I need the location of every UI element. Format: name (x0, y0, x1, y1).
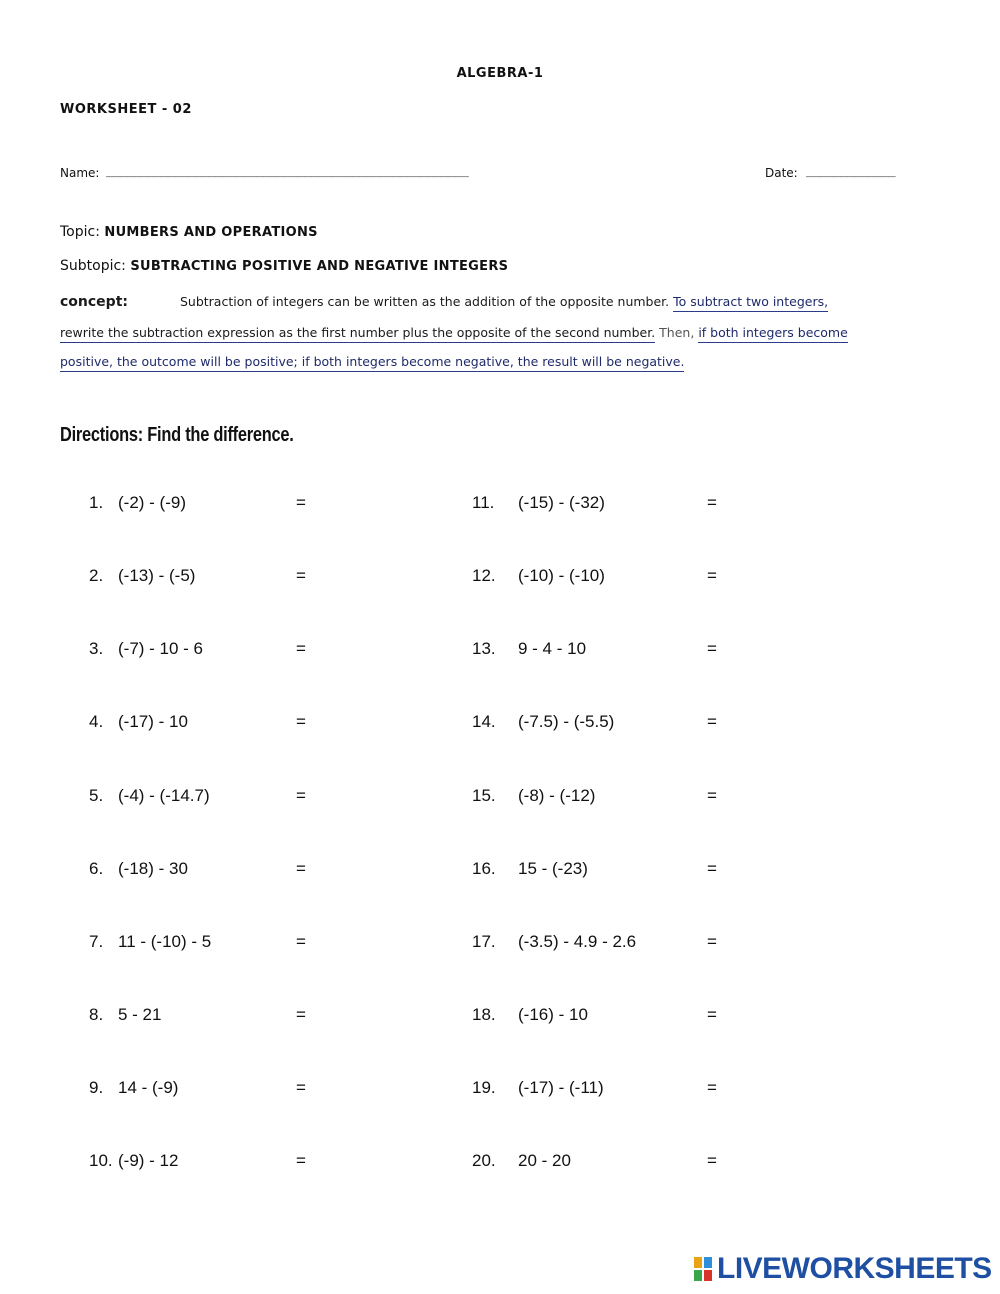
problem-number: 14. (472, 712, 496, 731)
problem-expression: (-4) - (-14.7) (118, 786, 210, 805)
equals-sign: = (296, 1005, 306, 1024)
problem-expression: 15 - (-23) (518, 859, 588, 878)
worksheet-number: WORKSHEET - 02 (60, 102, 192, 117)
equals-sign: = (296, 712, 306, 731)
equals-sign: = (296, 1151, 306, 1170)
problem-number: 17. (472, 932, 496, 951)
concept-text-underlined-2: rewrite the subtraction expression as the first number plus the opposite of the second number. (60, 325, 655, 343)
name-field[interactable]: _____________________________________________________ (106, 163, 468, 178)
subtopic-row (60, 258, 508, 274)
equals-sign: = (707, 712, 717, 731)
problem-number: 11. (472, 493, 495, 512)
problem-expression: 9 - 4 - 10 (518, 639, 587, 658)
problem-expression: (-15) - (-32) (518, 493, 605, 512)
problem-expression: (-9) - 12 (118, 1151, 179, 1170)
liveworksheets-logo-icon (693, 1256, 713, 1282)
problem-expression: (-17) - (-11) (518, 1078, 604, 1097)
logo-text: LIVEWORKSHEETS (717, 1252, 992, 1285)
equals-sign: = (296, 493, 306, 512)
equals-sign: = (707, 1005, 717, 1024)
problem-expression: (-7) - 10 - 6 (118, 639, 204, 658)
concept-line-3 (60, 354, 684, 369)
concept-line-1 (60, 294, 828, 310)
equals-sign: = (707, 493, 717, 512)
problem-expression: (-3.5) - 4.9 - 2.6 (518, 932, 637, 951)
equals-sign: = (707, 1151, 717, 1170)
topic-label: Topic: (60, 224, 100, 240)
worksheet-title: ALGEBRA-1 (456, 66, 544, 81)
problem-expression: (-13) - (-5) (118, 566, 196, 585)
problem-expression: (-2) - (-9) (118, 493, 186, 512)
equals-sign: = (707, 786, 717, 805)
problem-expression: 5 - 21 (118, 1005, 162, 1024)
problem-number: 4. (89, 712, 104, 731)
problem-number: 5. (89, 786, 104, 805)
problem-number: 13. (472, 639, 496, 658)
equals-sign: = (296, 859, 306, 878)
date-label: Date: (765, 166, 798, 180)
problem-number: 7. (89, 932, 104, 951)
problem-number: 18. (472, 1005, 496, 1024)
equals-sign: = (707, 932, 717, 951)
date-field[interactable]: _____________ (806, 163, 895, 178)
equals-sign: = (707, 639, 717, 658)
topic-value: NUMBERS AND OPERATIONS (104, 225, 318, 240)
liveworksheets-logo[interactable] (693, 1254, 992, 1284)
subtopic-value: SUBTRACTING POSITIVE AND NEGATIVE INTEGERS (130, 259, 509, 274)
concept-text-underlined-2b: if both integers become (698, 325, 847, 343)
concept-line-2 (60, 325, 848, 340)
problem-number: 6. (89, 859, 104, 878)
concept-text-plain: Subtraction of integers can be written as the addition of the opposite number. (179, 294, 670, 309)
concept-label: concept: (60, 294, 128, 310)
problem-number: 10. (89, 1151, 113, 1170)
problem-number: 9. (89, 1078, 104, 1097)
problem-expression: 11 - (-10) - 5 (118, 932, 212, 951)
concept-text-underlined-3: positive, the outcome will be positive; if both integers become negative, the result will be negative. (60, 354, 684, 372)
equals-sign: = (296, 1078, 306, 1097)
directions-heading: Directions: Find the difference. (60, 424, 294, 446)
problem-number: 2. (89, 566, 104, 585)
equals-sign: = (296, 786, 306, 805)
concept-text-underlined-1: To subtract two integers, (673, 294, 828, 312)
problem-number: 16. (472, 859, 496, 878)
problem-expression: (-16) - 10 (518, 1005, 588, 1024)
problem-expression: (-8) - (-12) (518, 786, 596, 805)
problem-number: 19. (472, 1078, 496, 1097)
equals-sign: = (707, 566, 717, 585)
problem-expression: 14 - (-9) (118, 1078, 179, 1097)
problem-expression: (-18) - 30 (118, 859, 188, 878)
equals-sign: = (296, 932, 306, 951)
equals-sign: = (296, 639, 306, 658)
problem-number: 15. (472, 786, 496, 805)
name-label: Name: (60, 166, 100, 180)
equals-sign: = (296, 566, 306, 585)
equals-sign: = (707, 859, 717, 878)
problem-expression: (-10) - (-10) (518, 566, 605, 585)
topic-row (60, 224, 318, 240)
problem-number: 12. (472, 566, 496, 585)
subtopic-label: Subtopic: (60, 258, 126, 274)
problem-expression: (-7.5) - (-5.5) (518, 712, 615, 731)
problem-number: 1. (89, 493, 104, 512)
concept-text-then: Then, (659, 325, 695, 340)
problem-number: 3. (89, 639, 104, 658)
problem-number: 8. (89, 1005, 104, 1024)
equals-sign: = (707, 1078, 717, 1097)
problem-expression: 20 - 20 (518, 1151, 571, 1170)
problem-number: 20. (472, 1151, 496, 1170)
problem-expression: (-17) - 10 (118, 712, 188, 731)
